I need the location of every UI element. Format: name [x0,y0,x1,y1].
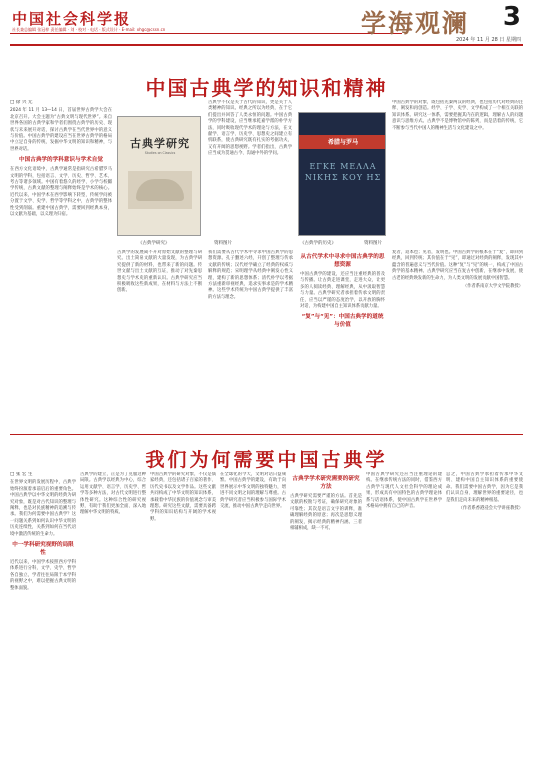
book-1-credit: 资料图片 [214,241,232,246]
article-1-col2-text: 古典学不仅是关于古代的知识，更是关于人类精神的知识。经典之所以为经典，在于它们提出并回答了人类永恒的问题。中国古典学的学科建设，应当继承乾嘉学派的朴学方法，同时吸收现代学术的理论与方法，在文献学、语言学、历史学、思想史之间建立有机联系，使古典研究既有扎实的考据功夫，又有开阔的思想视野。学者们指出，古典学应当成为贯通古今、沟通中外的学问。 [208,100,292,157]
newspaper-logo: 中国社会科学报 [12,10,132,28]
book-1-english-title: Studies on Classics [144,151,176,155]
article-1-subhead-2: 从古代学术中寻求中国古典学的思想资源 [300,254,385,268]
article-2-col4-text: 在全球化的今天，文明对话日益频繁。中国古典学的建设，有助于向世界展示中华文明的独特魅力，增进不同文明之间的理解与尊重。古典学研究者应当积极参与国际学术交流，推动中国古典学走向世界。 [220,472,286,510]
book-1-caption: 《古典学研究》 [138,241,170,246]
article-1-col3-text: 中国古典学的对象，既包括先秦两汉的经典，也包括历代对经典的注释、阐发和再创造。经学、子学、史学、文学构成了一个相互关联的知识体系。研究这一体系，需要把握其内在的逻辑，理解古人的问题意识与思维方式。古典学不是博物馆中的陈列，而是活着的传统，它不断参与当代中国人的精神生活与文化建设之中。 [392,100,523,131]
article-2-col1-body: 近代以来，中国学术按照西方学科体系进行分科，文学、史学、哲学各自独立，学者往往局限于本学科的视野之中，难以把握古典文明的整体面貌。 [10,560,76,591]
article-2-col3-text: 中国古典学的研究对象，不仅是儒家经典，还包括诸子百家的著作、历代史书以及文学作品。这些文献共同构成了中华文明的知识体系，承载着中华民族的价值观念与审美理想。研究这些文献，需要具备跨学科的知识结构与开阔的学术视野。 [150,472,216,522]
article-1-byline: □ 徐 兴 无 [10,100,33,105]
article-1-column-7 [392,250,523,432]
book-1-illustration [128,171,192,209]
article-2-column-7 [446,472,523,752]
section-title: 学海观澜 [360,9,469,38]
article-1-column-1 [10,100,112,430]
article-1-subhead-3: “复”与“见”：中国古典学的道统与价值 [301,314,384,329]
book-2-title: 希腊与罗马 [327,139,358,146]
article-1-col1-body: 在西方文化语境中，古典学通常是指研究古希腊罗马文明的学科，包括语言、文学、历史、哲学、艺术、考古等诸多领域。中国有着悠久的经学、小学与校雠学传统，古典文献的整理与阐释始终是学术的核心。近代以来，中国学术在西学影响下转型，传统学问被分置于文学、史学、哲学等学科之中，古典学的整体性受到削弱。重建中国古典学，需要回到经典本身，以文献为基础，以义理为归宿。 [10,167,112,218]
book-2-greek-lettering: ΕΓΚΕ ΜΕΛΛΑ ΝΙΚΗΣ ΚΟΥ ΗΣ [304,162,382,182]
article-1-column-6 [300,250,385,432]
article-2-subhead-2: 古典学学术研究需要的研究方法 [292,476,360,490]
article-1-subhead-1: 中国古典学的学科意识与学术自觉 [19,157,103,164]
article-2-column-5 [290,472,362,752]
masthead [0,0,533,52]
article-1-column-4 [117,250,202,432]
article-2-col2-text: 古典学的建立，正是为了克服这种局限。古典学以经典为中心，综合运用文献学、语言学、历史学、哲学等多种方法，对古代文明进行整体性研究。这种综合性的研究视野，有助于我们更加全面、深入地理解中华文明的特质。 [80,472,146,516]
article-2-byline: □ 张 宏 生 [10,472,33,477]
page-number: 3 [502,2,521,32]
issue-date: 2024 年 11 月 28 日 星期四 [456,37,521,43]
article-1-col5-text: 我们需要从古代学术中寻求中国古典学的思想资源。孔子删述六经，开创了整理与传承文献的传统；汉代经学确立了经典的权威与解释的规范；宋明理学从经典中阐发心性义理，建构了新的思想体系；清代朴学以考据方法重新审视经典，追求实事求是的学术精神。这些学术传统为中国古典学提供了丰富的方法与理念。 [208,250,293,300]
article-1-col7-text: 复者，返本也；见者，发明也。中国古典学的根本在于“复”，即回到经典，回到传统；其价值在于“见”，即通过对经典的阐释，发现其中蕴含的普遍意义与当代价值。这种“复”与“见”的统一，构成了中国古典学的基本精神。古典学研究应当在复古中创新，在继承中发展，使古老的经典焕发新的生命力，为人类文明的发展贡献中国智慧。 [392,250,523,281]
article-2-column-1 [10,472,76,752]
section-divider [10,434,523,435]
article-2-column-3 [150,472,216,752]
article-2-col5-text: 古典学研究需要严谨的方法。首先是文献的校勘与考证，确保研究对象的可靠性；其次是语言文字的训释，准确理解经典的原意；再次是思想义理的阐发，揭示经典的精神内涵。三者相辅相成，缺一不可。 [290,494,362,532]
article-1-col4-text: 古典学的发展离不开对原始文献的整理与研究。出土简帛文献的大量发现，为古典学研究提供了新的材料，也带来了新的问题。传世文献与出土文献的互证，推动了对先秦思想史与学术史的重新认识。古典学研究应当积极吸收这些新成果，在材料与方法上不断创新。 [117,250,202,294]
article-1-column-5 [208,250,293,432]
article-1-author-note: （作者系南京大学文学院教授） [462,284,523,290]
article-1-column-3 [392,100,523,235]
article-2-col1-text: 在世界文明的发展历程中，古典学始终扮演着承前启后的重要角色。中国古典学以中华文明的经典为研究对象，既是对古代知识的整理与阐释，也是对民族精神的追溯与传承。我们为何需要中国古典学？这一问题关系到如何认识中华文明的历史连续性，关系到如何在当代语境中激活传统的生命力。 [10,480,76,537]
book-2-credit: 资料图片 [364,241,382,246]
article-2-col7-text: 总之，中国古典学承担着传承中华文明、建构中国自主知识体系的重要使命。我们需要中国古典学，因为它是我们认识自身、理解世界的重要途径，也是我们走向未来的精神根基。 [446,472,523,503]
masthead-rule [10,44,523,46]
book-2-caption: 《古典学的历史》 [300,241,336,246]
article-2-column-2 [80,472,146,752]
article-2-column-6 [366,472,442,752]
masthead-divider [10,33,402,34]
article-2-column-4 [220,472,286,752]
article-1-col1-text: 2024 年 11 月 13—14 日，首届世界古典学大会在北京召开。大会主题为“古典文明与现代世界”。来自世界各国的古典学家和学者们围绕古典学的历史、现状与未来展开对话，探讨古典学在当代世界中的意义与价值。中国古典学的建设应当在世界古典学的格局中立足自身的传统，发掘中华文明的知识和精神，与世界对话。 [10,108,112,152]
masthead-credits: 社长兼总编辑 张冠梓 责任编辑 · 刘 · 校对 · 电话 · 版式设计 · E-mail: xhgc@cssn.cn [12,27,166,32]
article-2-subhead-1: 中一学科研究视野的局限性 [12,542,74,557]
book-1-title: 古典学研究 [130,137,190,150]
book-cover-2 [298,112,386,236]
article-2-author-note: （作者系香港浸会大学讲座教授） [458,506,523,512]
article-1-col6-text: 中国古典学的建设，还应当注重经典的普及与传播。让古典走进课堂，走进大众，让更多的人阅读经典、理解经典，从中汲取智慧与力量。古典学研究者承担着传承文明的责任，应当以严谨的态度治学，以开放的胸怀对话，为构建中国自主知识体系贡献力量。 [300,272,385,310]
article-1-headline: 中国古典学的知识和精神 [145,76,388,100]
article-2-headline: 我们为何需要中国古典学 [145,449,388,471]
article-1-column-2 [208,100,292,234]
article-2-col6-text: 中国古典学研究还应当注重理论的建构。在继承传统方法的同时，借鉴西方古典学与现代人文社会科学的理论成果，形成具有中国特色的古典学理论体系与话语体系，使中国古典学在世界学术格局中拥有自己的声音。 [366,472,442,510]
book-cover-1 [117,116,201,236]
